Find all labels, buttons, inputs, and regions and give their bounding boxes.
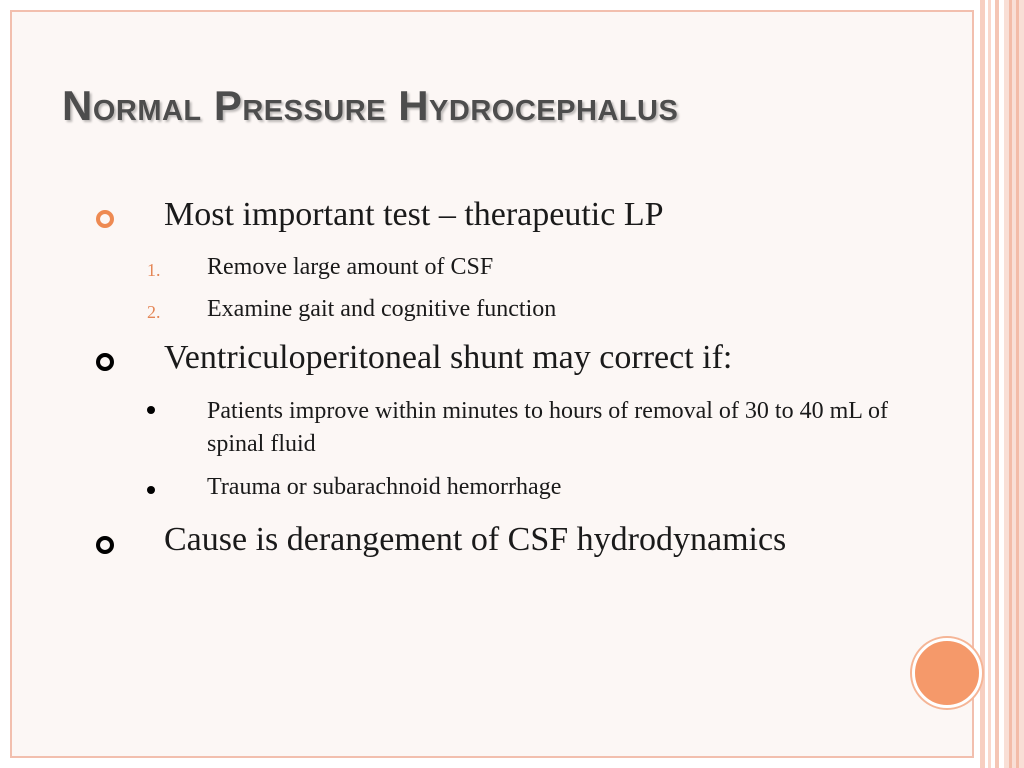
sub-item-1-2: Examine gait and cognitive function [207,296,557,322]
slide-title: Normal Pressure Hydrocephalus [62,82,679,129]
ring-bullet-icon [96,536,114,554]
bullet-2: Ventriculoperitoneal shunt may correct if: [164,339,733,376]
sub-item-1-1: Remove large amount of CSF [207,254,494,280]
bullet-1: Most important test – therapeutic LP [164,196,664,233]
ring-bullet-icon [96,353,114,371]
list-number: 1. [147,260,161,280]
list-number: 2. [147,302,161,322]
bullet-dot-icon [147,406,155,414]
sub-item-2-1: Patients improve within minutes to hours of removal of 30 to 40 mL of spinal fluid [207,398,889,457]
bullet-3: Cause is derangement of CSF hydrodynamics [164,521,787,558]
sub-item-2-2: Trauma or subarachnoid hemorrhage [207,474,562,500]
bullet-dot-icon [147,486,155,494]
ring-bullet-icon [96,210,114,228]
